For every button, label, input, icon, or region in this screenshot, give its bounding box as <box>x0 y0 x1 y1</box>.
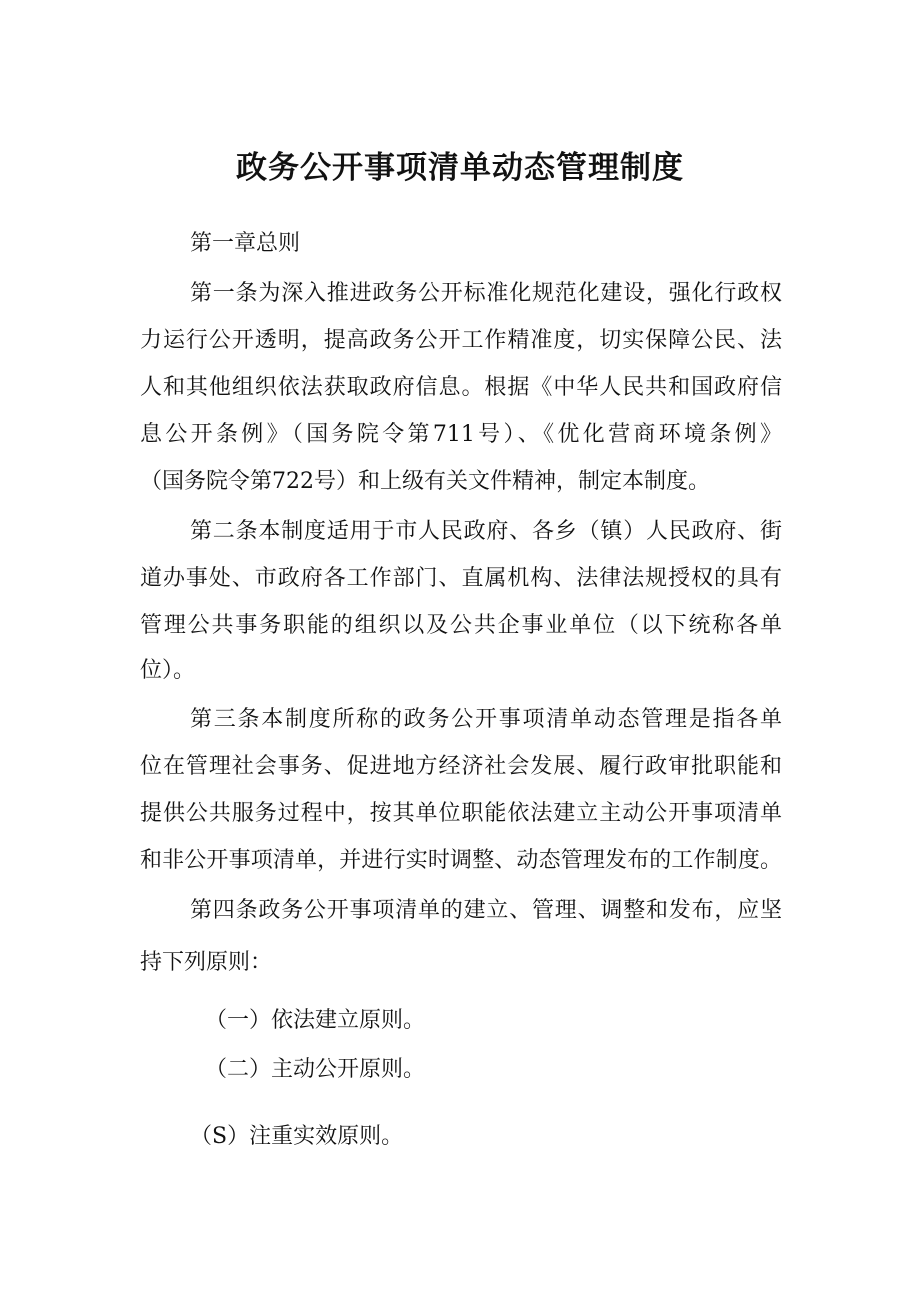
article-3-line-3: 提供公共服务过程中，按其单位职能依法建立主动公开事项清单 <box>140 801 782 826</box>
article-1-line-4: 息公开条例》（国务院令第711号）、《优化营商环境条例》 <box>140 422 782 447</box>
article-1-line-2: 力运行公开透明，提高政务公开工作精准度，切实保障公民、法 <box>140 328 782 353</box>
principle-1: （一）依法建立原则。 <box>205 1008 426 1033</box>
article-1-line-5: （国务院令第722号）和上级有关文件精神，制定本制度。 <box>140 469 710 494</box>
article-4-line-1: 第四条政务公开事项清单的建立、管理、调整和发布，应坚 <box>190 898 782 923</box>
article-3-line-2: 位在管理社会事务、促进地方经济社会发展、履行政审批职能和 <box>140 754 782 779</box>
article-4-line-2: 持下列原则： <box>140 950 273 975</box>
article-3-line-1: 第三条本制度所称的政务公开事项清单动态管理是指各单 <box>190 707 782 732</box>
principle-2: （二）主动公开原则。 <box>205 1057 426 1082</box>
principle-3: （S）注重实效原则。 <box>190 1124 404 1149</box>
article-2-line-3: 管理公共事务职能的组织以及公共企事业单位（以下统称各单 <box>140 613 782 638</box>
article-2-line-4: 位）。 <box>140 658 196 683</box>
article-1-line-3: 人和其他组织依法获取政府信息。根据《中华人民共和国政府信 <box>140 375 782 400</box>
document-title: 政务公开事项清单动态管理制度 <box>236 150 684 186</box>
article-3-line-4: 和非公开事项清单，并进行实时调整、动态管理发布的工作制度。 <box>140 848 782 873</box>
chapter-heading: 第一章总则 <box>190 231 301 256</box>
article-2-line-2: 道办事处、市政府各工作部门、直属机构、法律法规授权的具有 <box>140 566 782 591</box>
article-1-line-1: 第一条为深入推进政务公开标准化规范化建设，强化行政权 <box>190 281 782 306</box>
article-2-line-1: 第二条本制度适用于市人民政府、各乡（镇）人民政府、街 <box>190 519 782 544</box>
